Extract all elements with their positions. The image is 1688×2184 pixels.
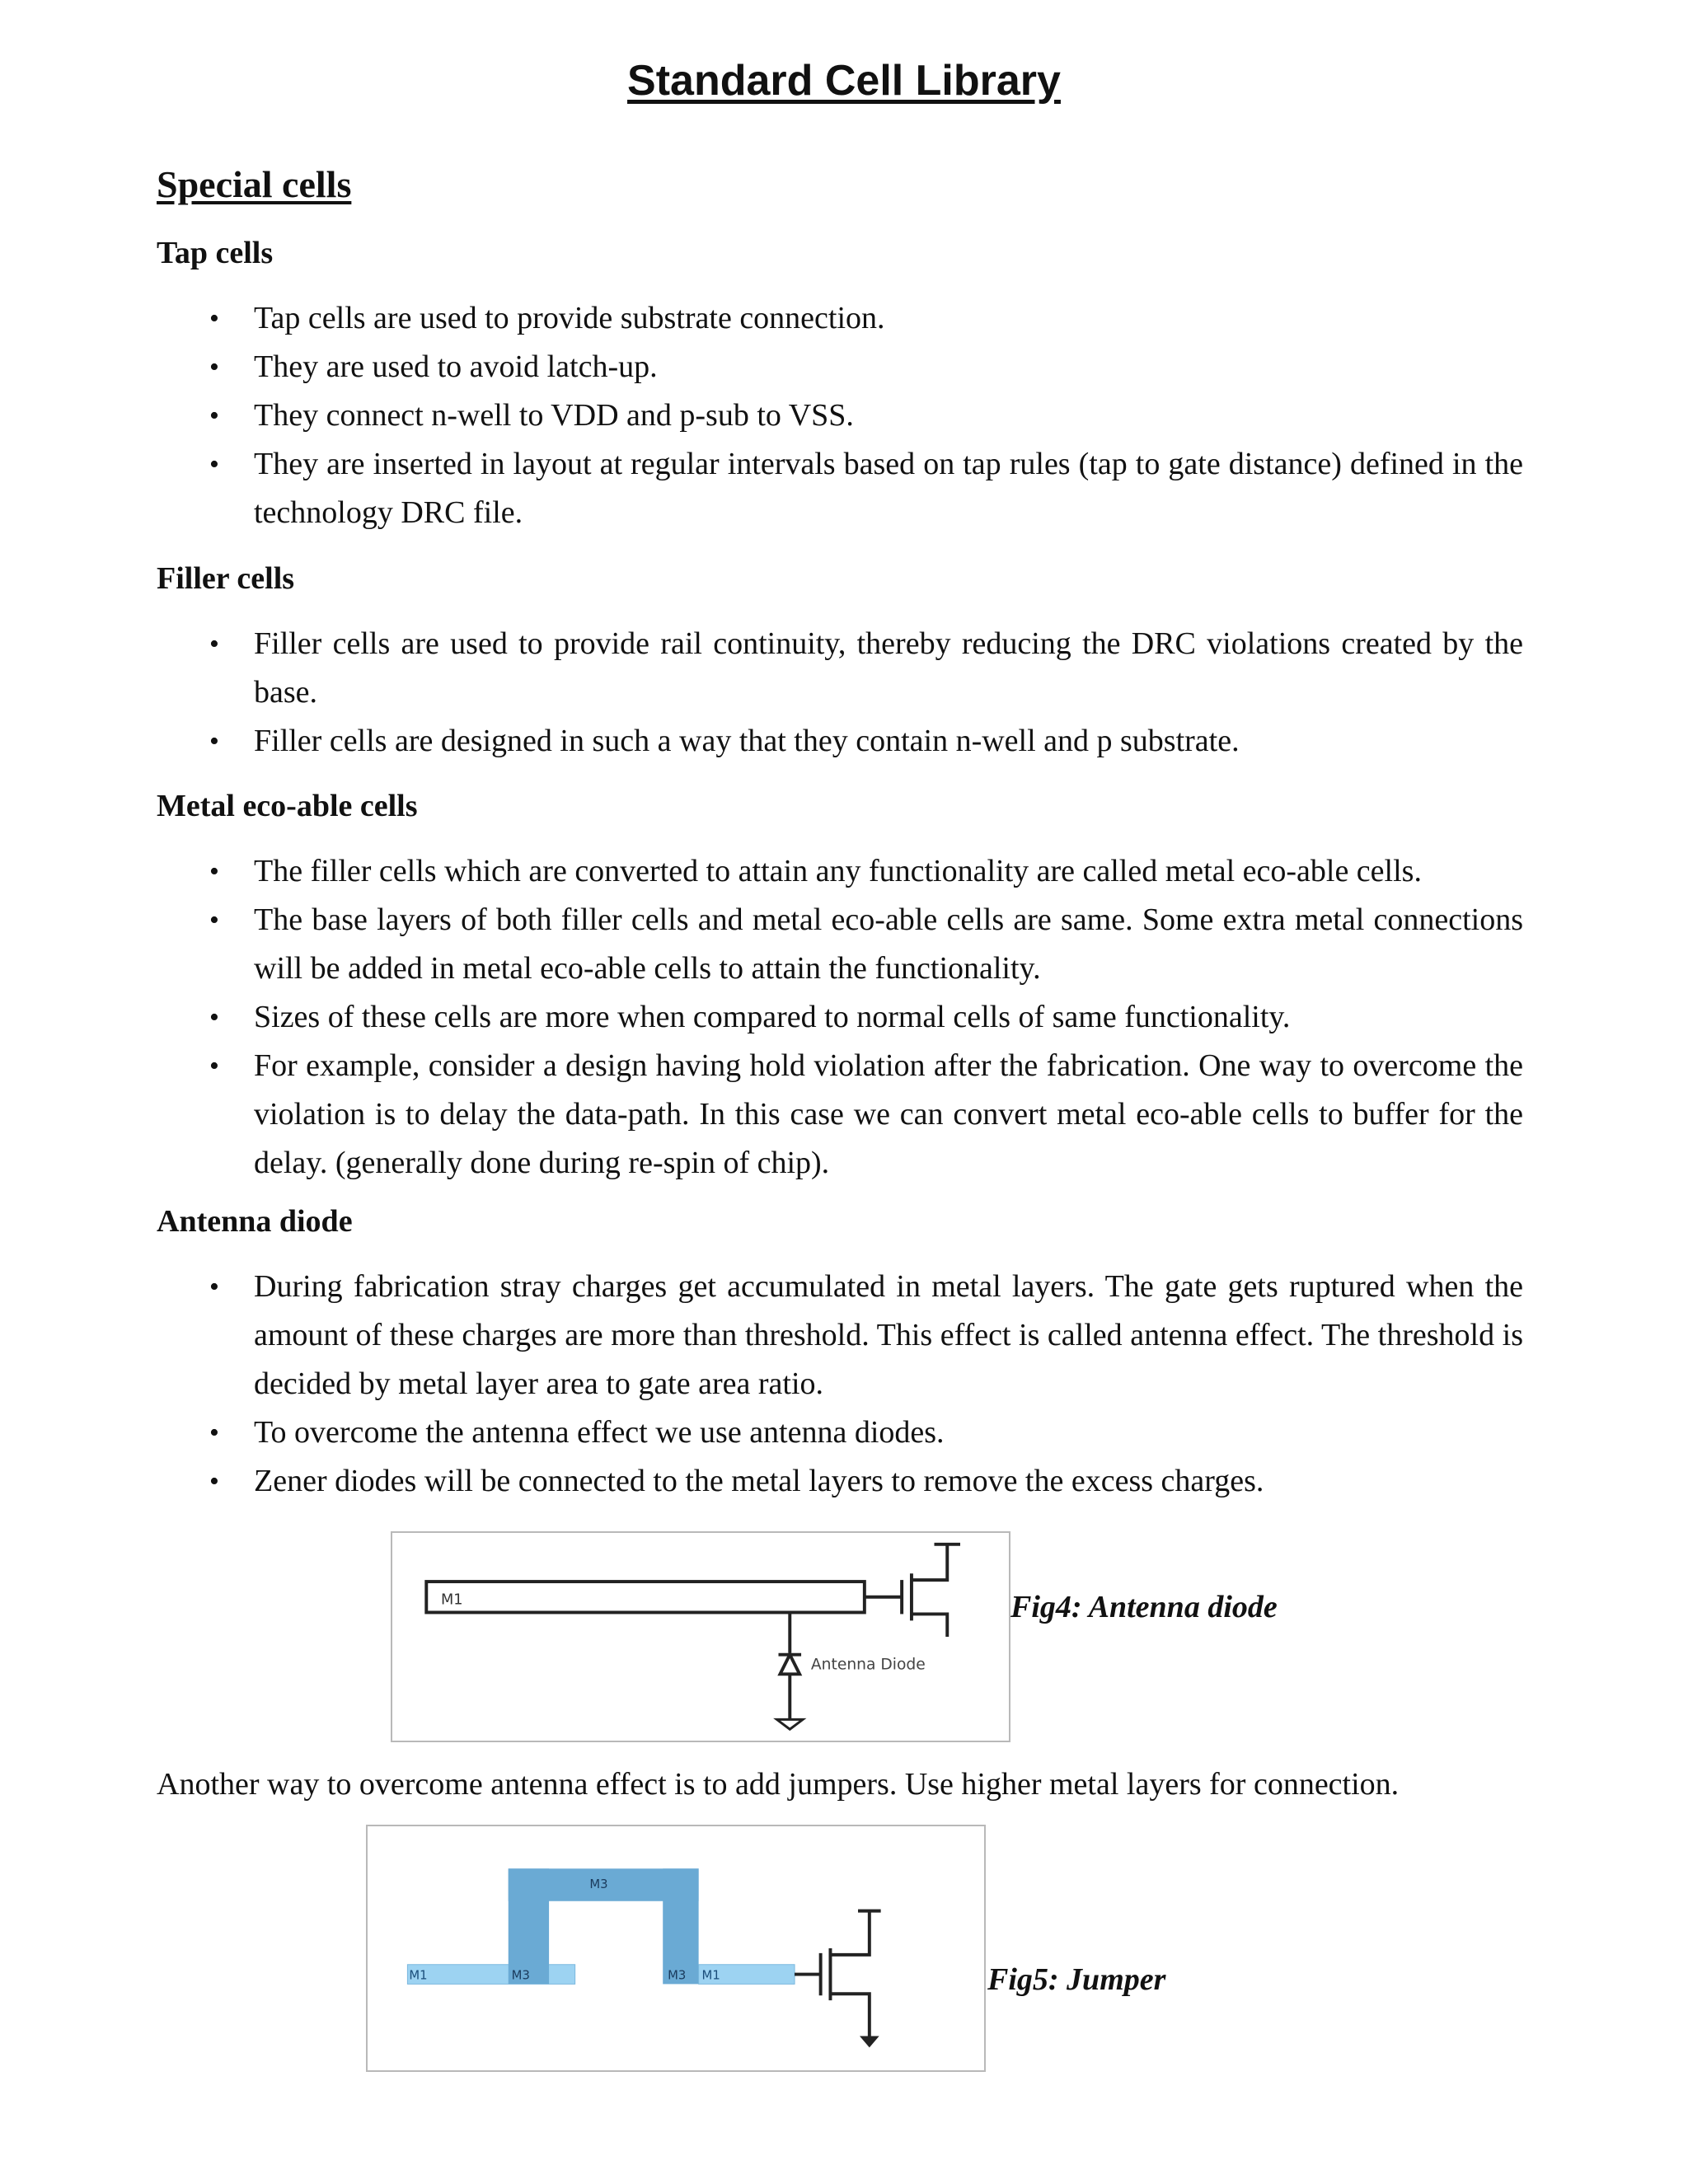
tap-cells-list (0, 294, 1523, 537)
document-title: Standard Cell Library (627, 57, 1061, 105)
list-item: • Zener diodes will be connected to the metal layers to remove the excess charges. (0, 1457, 1523, 1506)
list-item: • The filler cells which are converted to attain any functionality are called metal eco-able cells. (0, 847, 1523, 896)
antenna-diode-figure (391, 1531, 1010, 1742)
metal-m1-wire (426, 1582, 865, 1612)
list-item: • Filler cells are used to provide rail continuity, thereby reducing the DRC violations created by the base. (0, 620, 1523, 717)
list-item: • They connect n-well to VDD and p-sub to VSS. (0, 391, 1523, 440)
list-item: • For example, consider a design having hold violation after the fabrication. One way to overcome the violation is to delay the data-path. In this case we can convert metal eco-able cells to buffer for the delay. (generally done during re-spin of chip). (0, 1042, 1523, 1188)
list-item: • They are used to avoid latch-up. (0, 343, 1523, 391)
metal-label: M1 (441, 1591, 463, 1609)
metal-eco-cells-heading: Metal eco-able cells (157, 789, 418, 823)
list-item: • The base layers of both filler cells and metal eco-able cells are same. Some extra metal connections will be added in metal eco-able cells to attain the functionality. (0, 896, 1523, 993)
m1-left-segment (407, 1965, 574, 1985)
list-item: • To overcome the antenna effect we use antenna diodes. (0, 1408, 1523, 1457)
list-item: • Filler cells are designed in such a way that they contain n-well and p substrate. (0, 717, 1523, 766)
fig4-caption: Fig4: Antenna diode (1010, 1590, 1278, 1624)
antenna-diode-label: Antenna Diode (810, 1656, 926, 1674)
antenna-diode-diagram (392, 1533, 1009, 1741)
list-item: • Sizes of these cells are more when compared to normal cells of same functionality. (0, 993, 1523, 1042)
list-item: • During fabrication stray charges get accumulated in metal layers. The gate gets ruptured when the amount of these charges are more than threshold. This effect is called antenna effect. The threshold is decided by metal layer area to gate area ratio. (0, 1263, 1523, 1408)
ground-icon (777, 1719, 804, 1729)
jumper-diagram (368, 1826, 984, 2070)
section-title: Special cells (157, 163, 352, 205)
m3-right-label: M3 (668, 1968, 687, 1983)
filler-cells-list (0, 620, 1523, 766)
m3-right-via (663, 1868, 698, 1984)
jumper-figure (366, 1825, 986, 2072)
ground-icon (860, 2036, 879, 2048)
antenna-diode-heading: Antenna diode (157, 1204, 353, 1239)
m1-left-label: M1 (409, 1968, 428, 1983)
m1-right-label: M1 (701, 1968, 720, 1983)
diode-icon (780, 1655, 799, 1675)
m3-top-label: M3 (589, 1877, 608, 1891)
antenna-diode-list (0, 1263, 1523, 1506)
m3-left-label: M3 (511, 1968, 530, 1983)
tap-cells-heading: Tap cells (157, 236, 274, 270)
metal-eco-cells-list (0, 847, 1523, 1188)
fig5-caption: Fig5: Jumper (987, 1962, 1166, 1997)
jumper-paragraph: Another way to overcome antenna effect is to add jumpers. Use higher metal layers for connection. (157, 1767, 1400, 1802)
list-item: • Tap cells are used to provide substrate connection. (0, 294, 1523, 343)
filler-cells-heading: Filler cells (157, 561, 295, 596)
list-item: • They are inserted in layout at regular intervals based on tap rules (tap to gate distance) defined in the technology DRC file. (0, 440, 1523, 537)
